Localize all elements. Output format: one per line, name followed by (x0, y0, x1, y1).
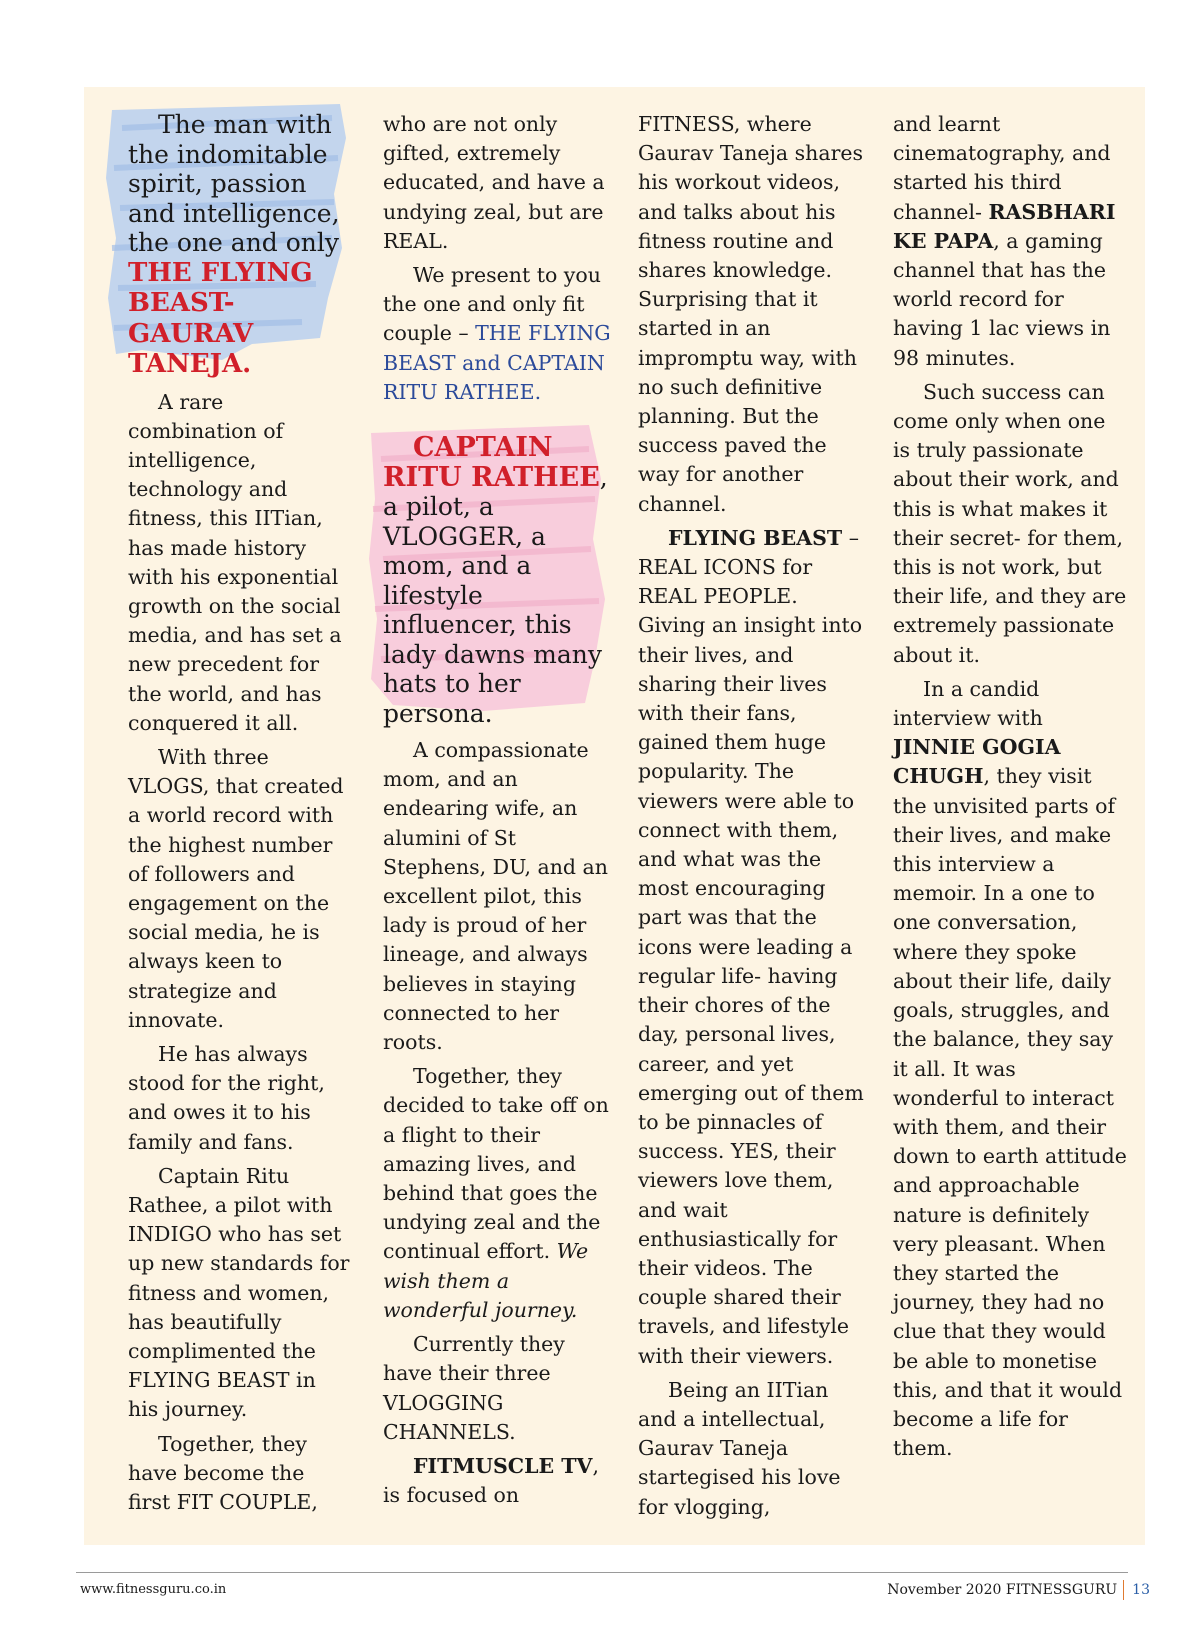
paragraph: Together, they have become the first FIT COUPLE, (128, 1431, 318, 1515)
couple-name-highlight: THE FLYING BEAST and CAPTAIN RITU RATHEE. (383, 321, 611, 404)
channel-name: FLYING BEAST (668, 525, 843, 550)
column-1 (128, 110, 350, 1522)
pull-quote-text (383, 433, 611, 728)
paragraph (638, 524, 866, 1371)
interviewer-name: JINNIE GOGIA CHUGH (893, 735, 1061, 789)
column-3 (638, 110, 866, 1527)
paragraph-text: , is focused on (383, 1453, 599, 1508)
paragraph-text: In a candid interview with (893, 676, 1043, 731)
pull-quote-gaurav (128, 110, 350, 380)
paragraph: Such success can come only when one is truly passionate about their work, and this is what makes it their secret- for them, this is not work, but their life, and they are extremely passionate about it. (893, 379, 1127, 667)
paragraph-text: – REAL ICONS for REAL PEOPLE. Giving an insight into their lives, and sharing their lives with their fans, gained them huge popularity. The viewers were able to connect with them, and what was the most encouraging part was that the icons were leading a regular life- having their chores of the day, personal lives, career, and yet emerging out of them to be pinnacles of success. YES, their viewers love them, and wait enthusiastically for their videos. The couple shared their travels, and lifestyle with their viewers. (638, 525, 864, 1368)
paragraph: A rare combination of intelligence, technology and fitness, this IITian, has made history with his exponential growth on the social media, and has set a new precedent for the world, and has conquered it all. (128, 389, 342, 735)
paragraph: Captain Ritu Rathee, a pilot with INDIGO who has set up new standards for fitness and women, has beautifully complimented the FLYING BEAST in his journey. (128, 1163, 350, 1422)
footer-issue (887, 1580, 1150, 1600)
column-2 (383, 110, 611, 1515)
paragraph: He has always stood for the right, and owes it to his family and fans. (128, 1041, 325, 1154)
pull-quote-name: THE FLYING BEAST- GAURAV TANEJA. (128, 257, 313, 379)
paragraph: Being an IITian and a intellectual, Gaurav Taneja startegised his love for vlogging, (638, 1377, 841, 1519)
paragraph (893, 110, 1127, 373)
pull-quote-lead: The man with the indomitable spirit, passion and intelligence, the one and only (128, 110, 340, 257)
channel-name: FITMUSCLE TV (413, 1453, 593, 1478)
footer-website[interactable]: www.fitnessguru.co.in (80, 1582, 227, 1597)
paragraph: Currently they have their three VLOGGING CHANNELS. (383, 1332, 565, 1444)
footer-divider (76, 1572, 1128, 1573)
page-number: 13 (1132, 1582, 1150, 1598)
paragraph-text: , a gaming channel that has the world record for having 1 lac views in 98 minutes. (893, 228, 1111, 370)
pull-quote-lead: a pilot, a VLOGGER, a mom, and a lifestyle influencer, this lady dawns many hats to her persona. (383, 492, 602, 728)
paragraph-text: We present to you the one and only fit couple – (383, 263, 601, 346)
pull-quote-ritu (383, 433, 611, 728)
italic-wish: We wish them a wonderful journey. (383, 1239, 589, 1322)
paragraph-text: and learnt cinematography, and started his third channel- (893, 112, 1111, 224)
paragraph (383, 1062, 611, 1325)
issue-label: November 2020 FITNESSGURU (887, 1582, 1118, 1598)
pull-quote-text (128, 110, 350, 380)
footer-separator (1123, 1580, 1124, 1600)
paragraph: who are not only gifted, extremely educated, and have a undying zeal, but are REAL. (383, 112, 605, 253)
paragraph: A compassionate mom, and an endearing wife, an alumini of St Stephens, DU, and an excellent pilot, this lady is proud of her lineage, and always believes in staying connected to her roots. (383, 738, 608, 1055)
pull-quote-name: CAPTAIN RITU RATHEE (383, 432, 600, 493)
pull-quote-comma: , (599, 462, 608, 492)
paragraph: FITNESS, where Gaurav Taneja shares his workout videos, and talks about his fitness routine and shares knowledge. Surprising that it started in an impromptu way, with no such definitive planning. But the success paved the way for another channel. (638, 112, 864, 516)
channel-name: RASBHARI KE PAPA (893, 199, 1116, 253)
paragraph (893, 675, 1127, 1463)
paragraph-text: Together, they decided to take off on a flight to their amazing lives, and behind that goes the undying zeal and the continual effort. (383, 1064, 609, 1264)
paragraph (383, 261, 611, 407)
column-4 (893, 110, 1127, 1468)
paragraph-text: , they visit the unvisited parts of their lives, and make this interview a memoir. In a one to one conversation, where they spoke about their life, daily goals, struggles, and the balance, they say it all. It was wonderful to interact with them, and their down to earth attitude and approachable nature is definitely very pleasant. When they started the journey, they had no clue that they would be able to monetise this, and that it would become a life for them. (893, 764, 1127, 1461)
paragraph: With three VLOGS, that created a world record with the highest number of followers and engagement on the social media, he is always keen to strategize and innovate. (128, 744, 344, 1032)
paragraph (383, 1452, 611, 1510)
